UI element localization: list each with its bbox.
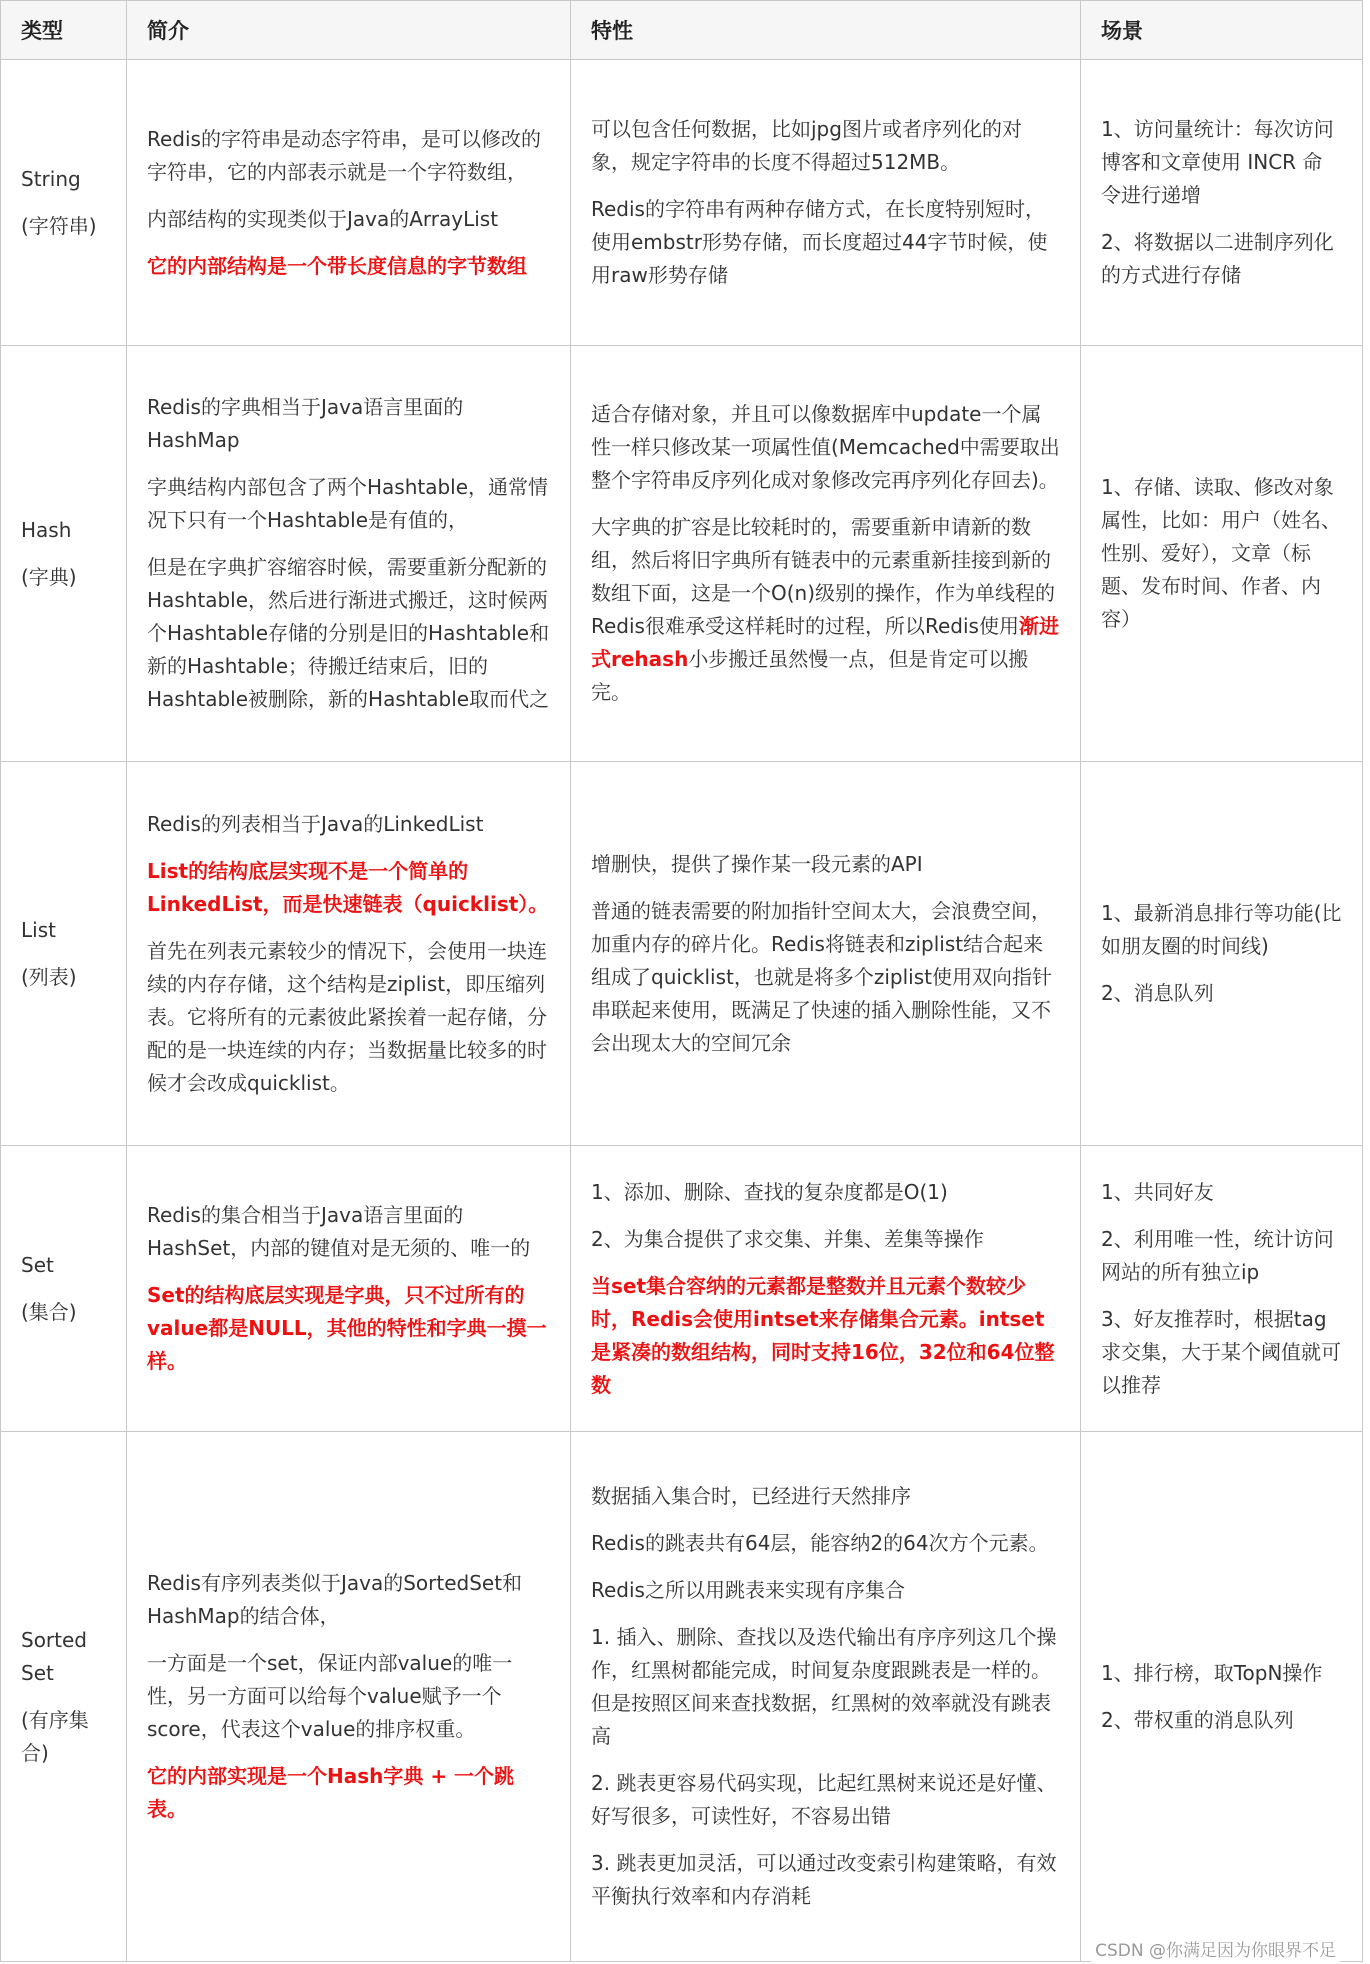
- features-paragraph: 增删快，提供了操作某一段元素的API: [591, 851, 923, 876]
- intro-paragraph: Redis的字典相当于Java语言里面的HashMap: [147, 395, 464, 452]
- type-name: List: [21, 917, 56, 942]
- features-cell: [571, 762, 1081, 1146]
- intro-paragraph: 首先在列表元素较少的情况下，会使用一块连续的内存存储，这个结构是ziplist，即压缩列表。它将所有的元素彼此紧挨着一起存储，分配的是一块连续的内存；当数据量比较多的时候才会改成quicklist。: [147, 938, 547, 1095]
- table-row: [1, 60, 1363, 346]
- features-cell: [571, 60, 1081, 346]
- scenes-cell: [1081, 346, 1363, 762]
- scenes-paragraph: 1、访问量统计：每次访问博客和文章使用 INCR 命令进行递增: [1101, 117, 1334, 207]
- intro-cell: [127, 1146, 571, 1432]
- header-scenes: 场景: [1081, 1, 1363, 60]
- csdn-watermark: CSDN @你满足因为你眼界不足: [1091, 1938, 1340, 1964]
- features-cell: [571, 346, 1081, 762]
- features-cell: [571, 1432, 1081, 1962]
- table-body: [1, 60, 1363, 1962]
- intro-paragraph: 字典结构内部包含了两个Hashtable，通常情况下只有一个Hashtable是有值的，: [147, 475, 549, 532]
- scenes-paragraph: 1、共同好友: [1101, 1179, 1214, 1204]
- intro-paragraph: Set的结构底层实现是字典，只不过所有的value都是NULL，其他的特性和字典一摸一样。: [147, 1283, 547, 1373]
- scenes-paragraph: 2、将数据以二进制序列化的方式进行存储: [1101, 230, 1334, 287]
- scenes-paragraph: 2、带权重的消息队列: [1101, 1707, 1294, 1732]
- type-name: Set: [21, 1252, 54, 1277]
- type-cell: [1, 1146, 127, 1432]
- table-row: [1, 1432, 1363, 1962]
- scenes-cell: [1081, 762, 1363, 1146]
- scenes-paragraph: 2、消息队列: [1101, 981, 1214, 1005]
- features-paragraph: Redis的跳表共有64层，能容纳2的64次方个元素。: [591, 1531, 1049, 1555]
- features-paragraph: [591, 511, 1060, 709]
- scenes-paragraph: 1、排行榜，取TopN操作: [1101, 1660, 1323, 1685]
- paragraph-text: 大字典的扩容是比较耗时的，需要重新申请新的数组，然后将旧字典所有链表中的元素重新挂接到新的数组下面，这是一个O(n)级别的操作，作为单线程的Redis很难承受这样耗时的过程，所以Redis使用: [591, 515, 1056, 638]
- type-chinese-name: (集合): [21, 1299, 77, 1324]
- scenes-paragraph: 3、好友推荐时，根据tag求交集，大于某个阈值就可以推荐: [1101, 1306, 1341, 1397]
- features-paragraph: 数据插入集合时，已经进行天然排序: [591, 1484, 911, 1508]
- scenes-paragraph: 1、最新消息排行等功能(比如朋友圈的时间线): [1101, 901, 1342, 958]
- features-paragraph: 普通的链表需要的附加指针空间太大，会浪费空间，加重内存的碎片化。Redis将链表和ziplist结合起来组成了quicklist，也就是将多个ziplist使用双向指针串联起来使用，既满足了快速的插入删除性能，又不会出现太大的空间冗余: [591, 898, 1053, 1055]
- intro-paragraph: 一方面是一个set，保证内部value的唯一性，另一方面可以给每个value赋予一个score，代表这个value的排序权重。: [147, 1651, 513, 1741]
- intro-paragraph: 它的内部结构是一个带长度信息的字节数组: [147, 253, 527, 278]
- intro-paragraph: Redis的集合相当于Java语言里面的HashSet，内部的键值对是无须的、唯一的: [147, 1203, 531, 1260]
- features-paragraph: 当set集合容纳的元素都是整数并且元素个数较少时，Redis会使用intset来存储集合元素。intset是紧凑的数组结构，同时支持16位，32位和64位整数: [591, 1273, 1055, 1397]
- features-paragraph: 2. 跳表更容易代码实现，比起红黑树来说还是好懂、好写很多，可读性好，不容易出错: [591, 1771, 1057, 1828]
- features-cell: [571, 1146, 1081, 1432]
- intro-cell: [127, 1432, 571, 1962]
- intro-paragraph: 但是在字典扩容缩容时候，需要重新分配新的Hashtable，然后进行渐进式搬迁，这时候两个Hashtable存储的分别是旧的Hashtable和新的Hashtable；待搬迁结束后，旧的Hashtable被删除，新的Hashtable取而代之: [147, 555, 550, 711]
- intro-paragraph: List的结构底层实现不是一个简单的LinkedList，而是快速链表（quicklist）。: [147, 858, 549, 916]
- type-name: Hash: [21, 517, 72, 542]
- intro-paragraph: Redis的字符串是动态字符串，是可以修改的字符串，它的内部表示就是一个字符数组，: [147, 126, 541, 184]
- scenes-paragraph: 1、存储、读取、修改对象属性，比如：用户（姓名、性别、爱好），文章（标题、发布时间、作者、内容）: [1101, 475, 1341, 631]
- header-intro: 简介: [127, 1, 571, 60]
- features-paragraph: 1. 插入、删除、查找以及迭代输出有序序列这几个操作，红黑树都能完成，时间复杂度跟跳表是一样的。但是按照区间来查找数据，红黑树的效率就没有跳表高: [591, 1625, 1057, 1748]
- features-paragraph: 1、添加、删除、查找的复杂度都是O(1): [591, 1179, 948, 1204]
- paragraph-text-after: 小步搬迁虽然慢一点，但是肯定可以搬完。: [591, 647, 1029, 704]
- header-features: 特性: [571, 1, 1081, 60]
- type-chinese-name: (列表): [21, 964, 77, 989]
- features-paragraph: 3. 跳表更加灵活，可以通过改变索引构建策略，有效平衡执行效率和内存消耗: [591, 1851, 1057, 1908]
- features-paragraph: Redis之所以用跳表来实现有序集合: [591, 1578, 905, 1602]
- type-chinese-name: (字符串): [21, 213, 97, 238]
- type-name: Sorted Set: [21, 1627, 87, 1685]
- scenes-paragraph: 2、利用唯一性，统计访问网站的所有独立ip: [1101, 1226, 1334, 1284]
- scenes-cell: [1081, 60, 1363, 346]
- intro-paragraph: Redis有序列表类似于Java的SortedSet和HashMap的结合体，: [147, 1571, 523, 1628]
- intro-paragraph: Redis的列表相当于Java的LinkedList: [147, 811, 484, 836]
- intro-paragraph: 内部结构的实现类似于Java的ArrayList: [147, 206, 499, 231]
- intro-cell: [127, 346, 571, 762]
- features-paragraph: 2、为集合提供了求交集、并集、差集等操作: [591, 1226, 984, 1251]
- scenes-cell: [1081, 1146, 1363, 1432]
- type-chinese-name: (有序集合): [21, 1707, 89, 1765]
- type-cell: [1, 762, 127, 1146]
- header-row: [1, 1, 1363, 60]
- table-row: [1, 1146, 1363, 1432]
- type-cell: [1, 60, 127, 346]
- highlighted-term: 渐进式rehash: [591, 614, 1059, 671]
- features-paragraph: Redis的字符串有两种存储方式，在长度特别短时，使用embstr形势存储，而长度超过44字节时候，使用raw形势存储: [591, 197, 1048, 287]
- scenes-cell: [1081, 1432, 1363, 1962]
- table-row: [1, 762, 1363, 1146]
- table-row: [1, 346, 1363, 762]
- features-paragraph: 适合存储对象，并且可以像数据库中update一个属性一样只修改某一项属性值(Memcached中需要取出整个字符串反序列化成对象修改完再序列化存回去)。: [591, 402, 1060, 492]
- intro-cell: [127, 762, 571, 1146]
- intro-cell: [127, 60, 571, 346]
- type-cell: [1, 346, 127, 762]
- intro-paragraph: 它的内部实现是一个Hash字典 + 一个跳表。: [147, 1764, 515, 1821]
- type-cell: [1, 1432, 127, 1962]
- header-type: 类型: [1, 1, 127, 60]
- features-paragraph: 可以包含任何数据，比如jpg图片或者序列化的对象，规定字符串的长度不得超过512MB。: [591, 117, 1022, 174]
- type-name: String: [21, 166, 81, 191]
- type-chinese-name: (字典): [21, 564, 77, 589]
